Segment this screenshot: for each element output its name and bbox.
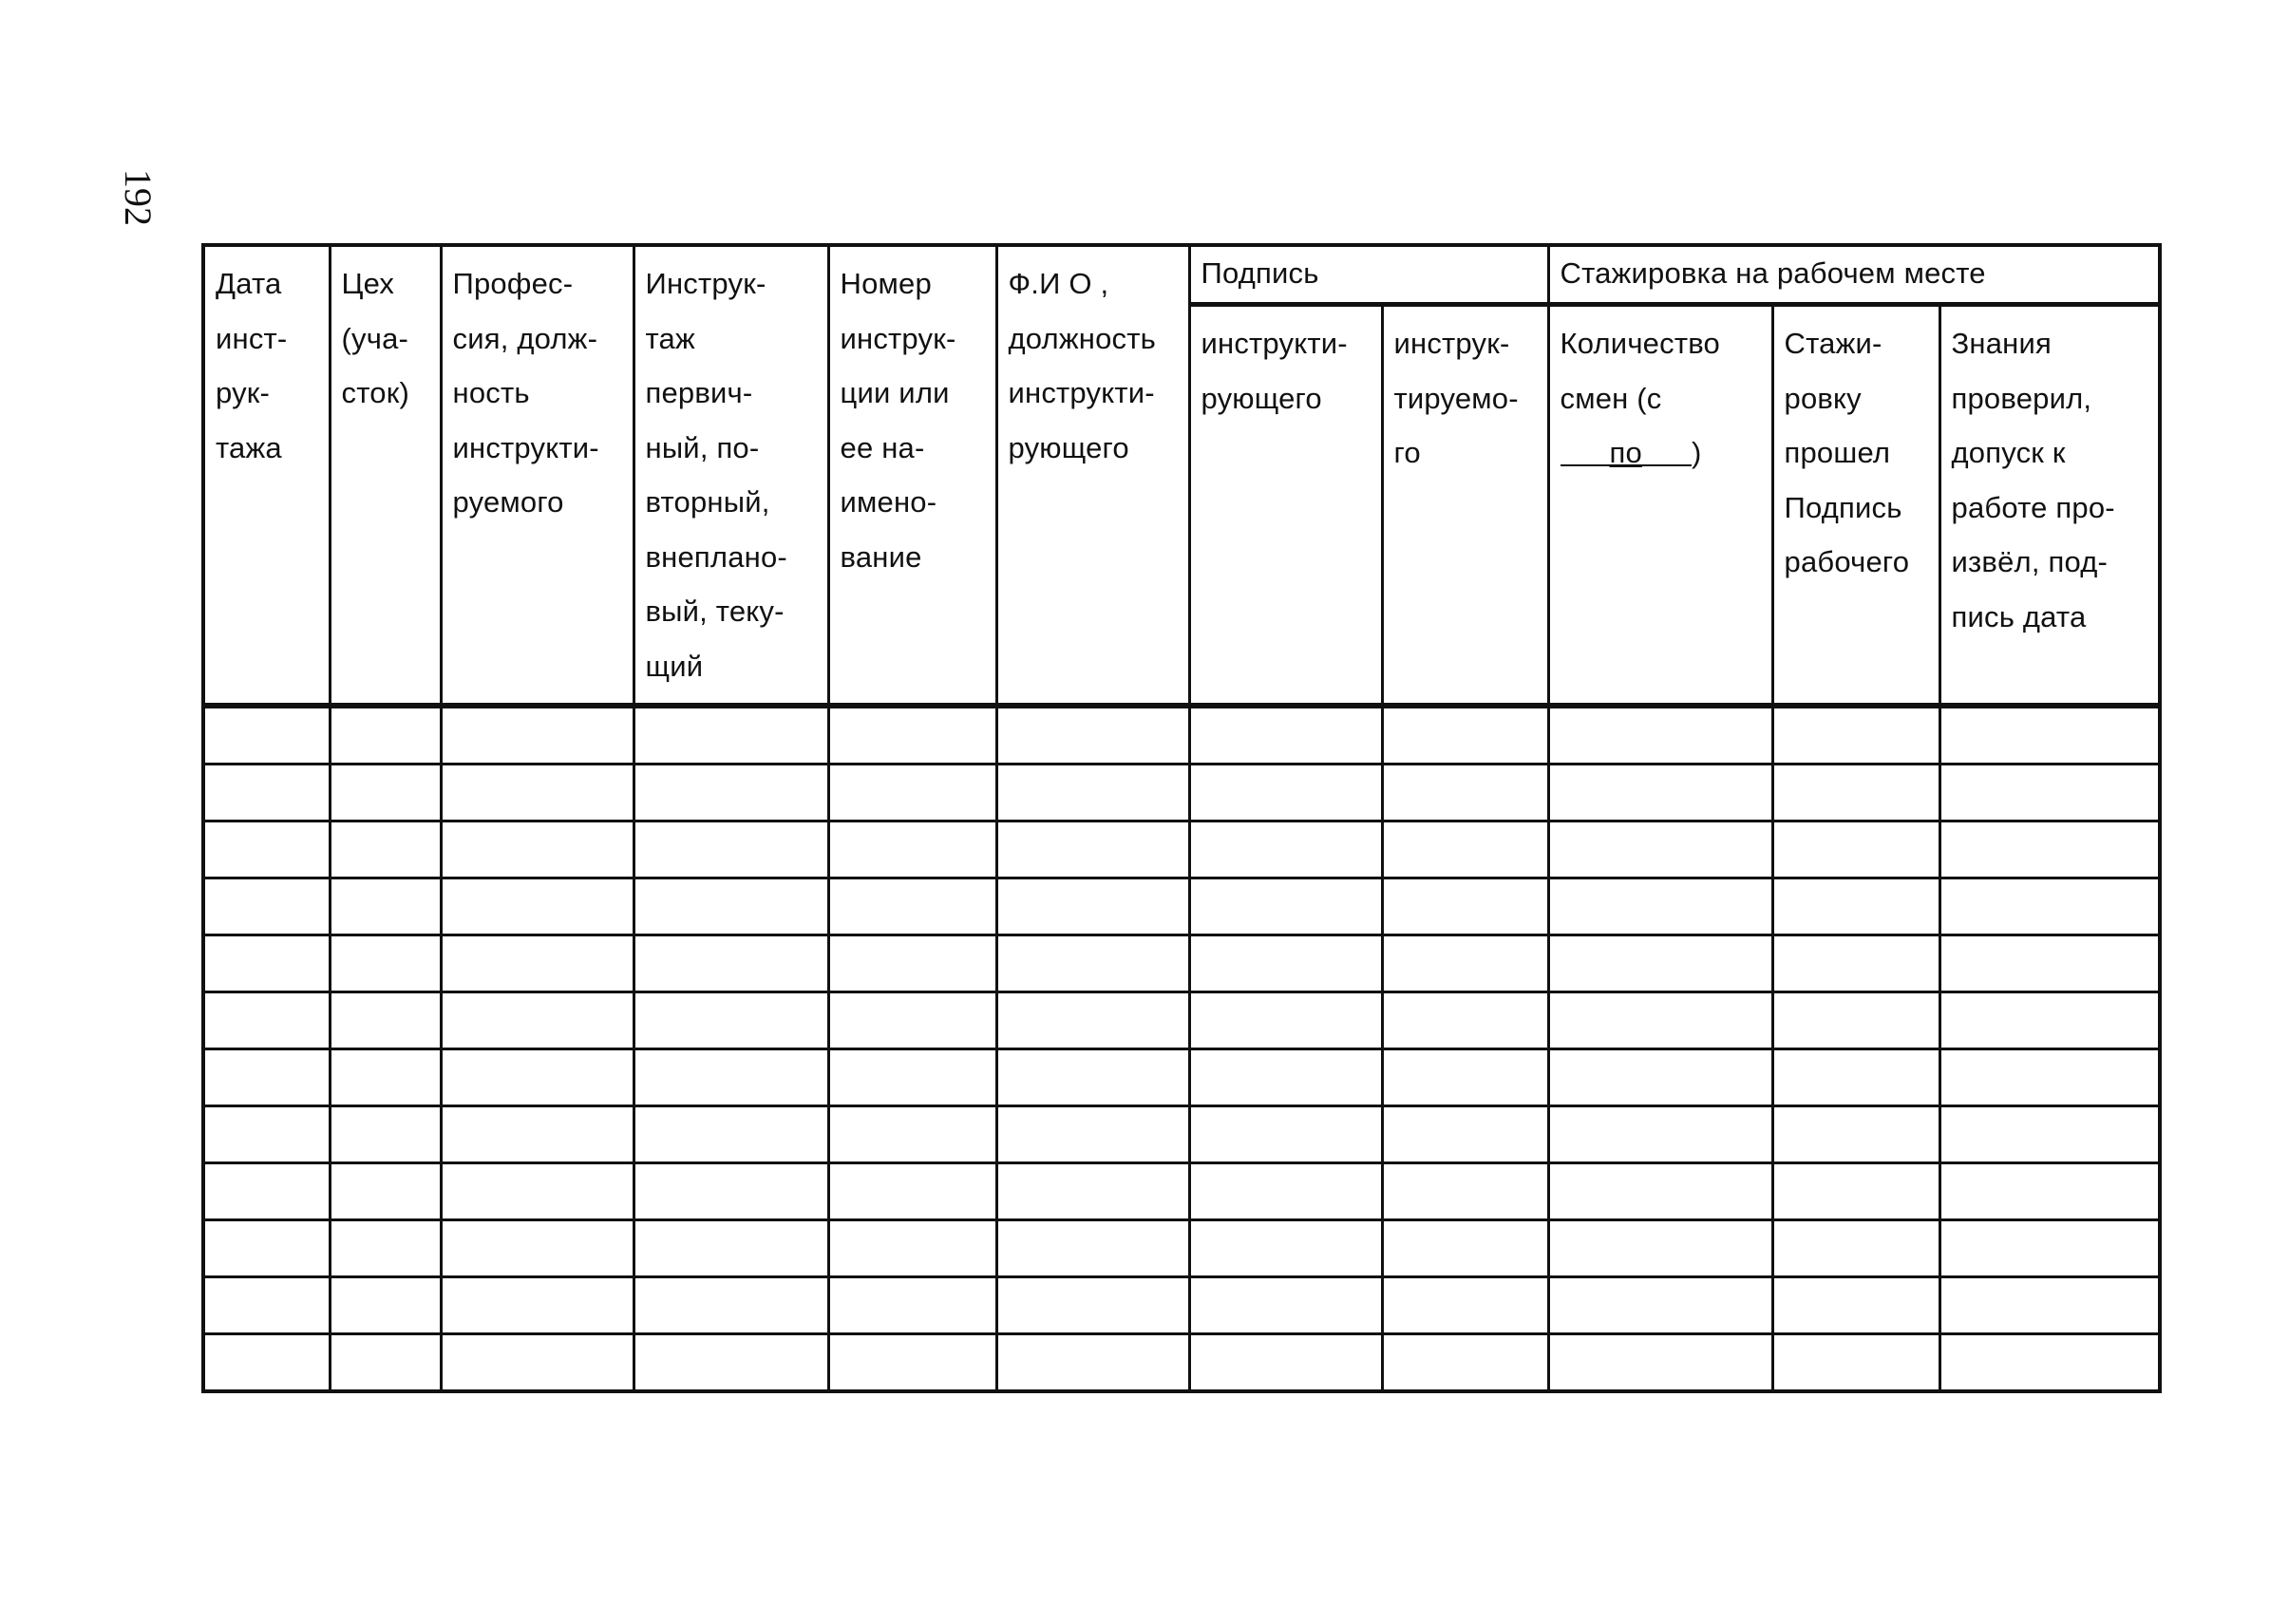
cell-briefing-type: [634, 1163, 828, 1220]
cell-date: [203, 1049, 330, 1106]
cell-date: [203, 1220, 330, 1277]
cell-briefing-type: [634, 765, 828, 821]
journal-body: [203, 706, 2160, 1391]
cell-signature-instructor: [1189, 1334, 1382, 1392]
cell-profession: [441, 1106, 634, 1163]
cell-date: [203, 1277, 330, 1334]
cell-briefing-type: [634, 1334, 828, 1392]
header-signature-instructed: инструк- тируемо- го: [1382, 305, 1548, 707]
cell-instruction-number: [828, 935, 996, 992]
briefing-journal-table: [201, 243, 2162, 1393]
cell-date: [203, 935, 330, 992]
cell-shop: [330, 706, 441, 765]
cell-profession: [441, 706, 634, 765]
cell-signature-instructor: [1189, 992, 1382, 1049]
cell-instructor-name: [996, 1277, 1189, 1334]
cell-date: [203, 1106, 330, 1163]
cell-signature-instructor: [1189, 1220, 1382, 1277]
cell-profession: [441, 1163, 634, 1220]
cell-shop: [330, 1277, 441, 1334]
table-row: [203, 1049, 2160, 1106]
header-instruction-number: Номер инструк- ции или ее на- имено- вание: [828, 245, 996, 706]
cell-profession: [441, 1220, 634, 1277]
table-row: [203, 878, 2160, 935]
header-shop: Цех (уча- сток): [330, 245, 441, 706]
cell-shifts-count: [1548, 821, 1772, 878]
header-internship-group: Стажировка на рабочем месте: [1548, 245, 2160, 305]
page-number: 192: [117, 169, 160, 226]
cell-knowledge-checked: [1939, 1277, 2160, 1334]
cell-instruction-number: [828, 1049, 996, 1106]
cell-knowledge-checked: [1939, 1049, 2160, 1106]
cell-briefing-type: [634, 935, 828, 992]
cell-briefing-type: [634, 992, 828, 1049]
cell-internship-passed: [1772, 878, 1939, 935]
table-row: [203, 1334, 2160, 1392]
cell-knowledge-checked: [1939, 765, 2160, 821]
cell-signature-instructor: [1189, 706, 1382, 765]
cell-briefing-type: [634, 1106, 828, 1163]
cell-briefing-type: [634, 878, 828, 935]
table-row: [203, 935, 2160, 992]
cell-instructor-name: [996, 821, 1189, 878]
cell-shifts-count: [1548, 1049, 1772, 1106]
cell-briefing-type: [634, 1277, 828, 1334]
cell-date: [203, 1163, 330, 1220]
header-shifts-count: [1548, 305, 1772, 707]
cell-shifts-count: [1548, 1163, 1772, 1220]
cell-signature-instructor: [1189, 935, 1382, 992]
cell-signature-instructor: [1189, 821, 1382, 878]
cell-instructor-name: [996, 1334, 1189, 1392]
cell-instructor-name: [996, 1049, 1189, 1106]
cell-briefing-type: [634, 706, 828, 765]
cell-instruction-number: [828, 1106, 996, 1163]
cell-instructor-name: [996, 992, 1189, 1049]
cell-shop: [330, 935, 441, 992]
header-signature-group: Подпись: [1189, 245, 1548, 305]
cell-signature-instructor: [1189, 1049, 1382, 1106]
cell-shop: [330, 992, 441, 1049]
cell-internship-passed: [1772, 935, 1939, 992]
cell-signature-instructor: [1189, 1277, 1382, 1334]
cell-knowledge-checked: [1939, 706, 2160, 765]
cell-date: [203, 878, 330, 935]
cell-shop: [330, 1334, 441, 1392]
shifts-po-label: по: [1609, 436, 1642, 469]
cell-knowledge-checked: [1939, 821, 2160, 878]
cell-signature-instructed: [1382, 1049, 1548, 1106]
cell-shop: [330, 1106, 441, 1163]
cell-profession: [441, 821, 634, 878]
table-row: [203, 992, 2160, 1049]
cell-signature-instructed: [1382, 765, 1548, 821]
table-row: [203, 706, 2160, 765]
header-briefing-type: Инструк- таж первич- ный, по- вторный, внеплано- вый, теку- щий: [634, 245, 828, 706]
cell-internship-passed: [1772, 765, 1939, 821]
header-internship-passed: Стажи- ровку прошел Подпись рабочего: [1772, 305, 1939, 707]
cell-instructor-name: [996, 765, 1189, 821]
cell-instruction-number: [828, 821, 996, 878]
cell-profession: [441, 878, 634, 935]
cell-date: [203, 1334, 330, 1392]
table-row: [203, 1277, 2160, 1334]
cell-shop: [330, 878, 441, 935]
cell-instructor-name: [996, 935, 1189, 992]
cell-briefing-type: [634, 1049, 828, 1106]
cell-profession: [441, 1277, 634, 1334]
cell-instructor-name: [996, 706, 1189, 765]
cell-signature-instructed: [1382, 992, 1548, 1049]
cell-shifts-count: [1548, 1334, 1772, 1392]
cell-signature-instructor: [1189, 1106, 1382, 1163]
cell-knowledge-checked: [1939, 935, 2160, 992]
cell-date: [203, 992, 330, 1049]
cell-shop: [330, 765, 441, 821]
cell-shifts-count: [1548, 935, 1772, 992]
cell-profession: [441, 1049, 634, 1106]
cell-briefing-type: [634, 1220, 828, 1277]
cell-profession: [441, 765, 634, 821]
cell-internship-passed: [1772, 1334, 1939, 1392]
header-date: Дата инст- рук- тажа: [203, 245, 330, 706]
cell-instruction-number: [828, 878, 996, 935]
cell-instruction-number: [828, 706, 996, 765]
cell-shifts-count: [1548, 1277, 1772, 1334]
cell-shifts-count: [1548, 1220, 1772, 1277]
cell-instruction-number: [828, 1163, 996, 1220]
cell-instruction-number: [828, 1334, 996, 1392]
cell-internship-passed: [1772, 821, 1939, 878]
cell-shifts-count: [1548, 706, 1772, 765]
cell-signature-instructed: [1382, 821, 1548, 878]
cell-internship-passed: [1772, 992, 1939, 1049]
cell-profession: [441, 1334, 634, 1392]
cell-shop: [330, 1163, 441, 1220]
shifts-close-paren: ): [1691, 436, 1702, 469]
cell-instruction-number: [828, 765, 996, 821]
cell-profession: [441, 935, 634, 992]
blank-to-line: [1642, 436, 1692, 466]
cell-signature-instructor: [1189, 765, 1382, 821]
cell-internship-passed: [1772, 706, 1939, 765]
cell-internship-passed: [1772, 1220, 1939, 1277]
cell-signature-instructed: [1382, 935, 1548, 992]
cell-instruction-number: [828, 1220, 996, 1277]
cell-knowledge-checked: [1939, 1106, 2160, 1163]
header-instructor-name: Ф.И О , должность инструкти- рующего: [996, 245, 1189, 706]
cell-knowledge-checked: [1939, 1163, 2160, 1220]
cell-internship-passed: [1772, 1163, 1939, 1220]
cell-knowledge-checked: [1939, 1334, 2160, 1392]
cell-date: [203, 706, 330, 765]
cell-internship-passed: [1772, 1106, 1939, 1163]
cell-instruction-number: [828, 1277, 996, 1334]
cell-knowledge-checked: [1939, 878, 2160, 935]
table-row: [203, 765, 2160, 821]
blank-from-line: [1561, 436, 1610, 466]
cell-shifts-count: [1548, 1106, 1772, 1163]
cell-signature-instructor: [1189, 1163, 1382, 1220]
cell-shop: [330, 1220, 441, 1277]
header-signature-instructor: инструкти- рующего: [1189, 305, 1382, 707]
cell-internship-passed: [1772, 1049, 1939, 1106]
cell-instructor-name: [996, 1106, 1189, 1163]
table-row: [203, 1106, 2160, 1163]
table-row: [203, 1163, 2160, 1220]
cell-instructor-name: [996, 1220, 1189, 1277]
table-row: [203, 821, 2160, 878]
cell-knowledge-checked: [1939, 992, 2160, 1049]
cell-briefing-type: [634, 821, 828, 878]
cell-signature-instructed: [1382, 1334, 1548, 1392]
cell-shifts-count: [1548, 992, 1772, 1049]
header-knowledge-checked: Знания проверил, допуск к работе про- извёл, под- пись дата: [1939, 305, 2160, 707]
cell-shop: [330, 1049, 441, 1106]
cell-shifts-count: [1548, 878, 1772, 935]
cell-shop: [330, 821, 441, 878]
cell-instructor-name: [996, 878, 1189, 935]
cell-signature-instructed: [1382, 706, 1548, 765]
cell-internship-passed: [1772, 1277, 1939, 1334]
cell-signature-instructed: [1382, 1220, 1548, 1277]
cell-date: [203, 821, 330, 878]
shifts-count-label: Количество смен (с: [1560, 327, 1720, 415]
cell-signature-instructed: [1382, 1163, 1548, 1220]
cell-date: [203, 765, 330, 821]
cell-signature-instructor: [1189, 878, 1382, 935]
cell-profession: [441, 992, 634, 1049]
cell-signature-instructed: [1382, 878, 1548, 935]
header-profession: Профес- сия, долж- ность инструкти- руемого: [441, 245, 634, 706]
cell-shifts-count: [1548, 765, 1772, 821]
table-row: [203, 1220, 2160, 1277]
cell-instructor-name: [996, 1163, 1189, 1220]
cell-signature-instructed: [1382, 1277, 1548, 1334]
cell-knowledge-checked: [1939, 1220, 2160, 1277]
cell-signature-instructed: [1382, 1106, 1548, 1163]
cell-instruction-number: [828, 992, 996, 1049]
